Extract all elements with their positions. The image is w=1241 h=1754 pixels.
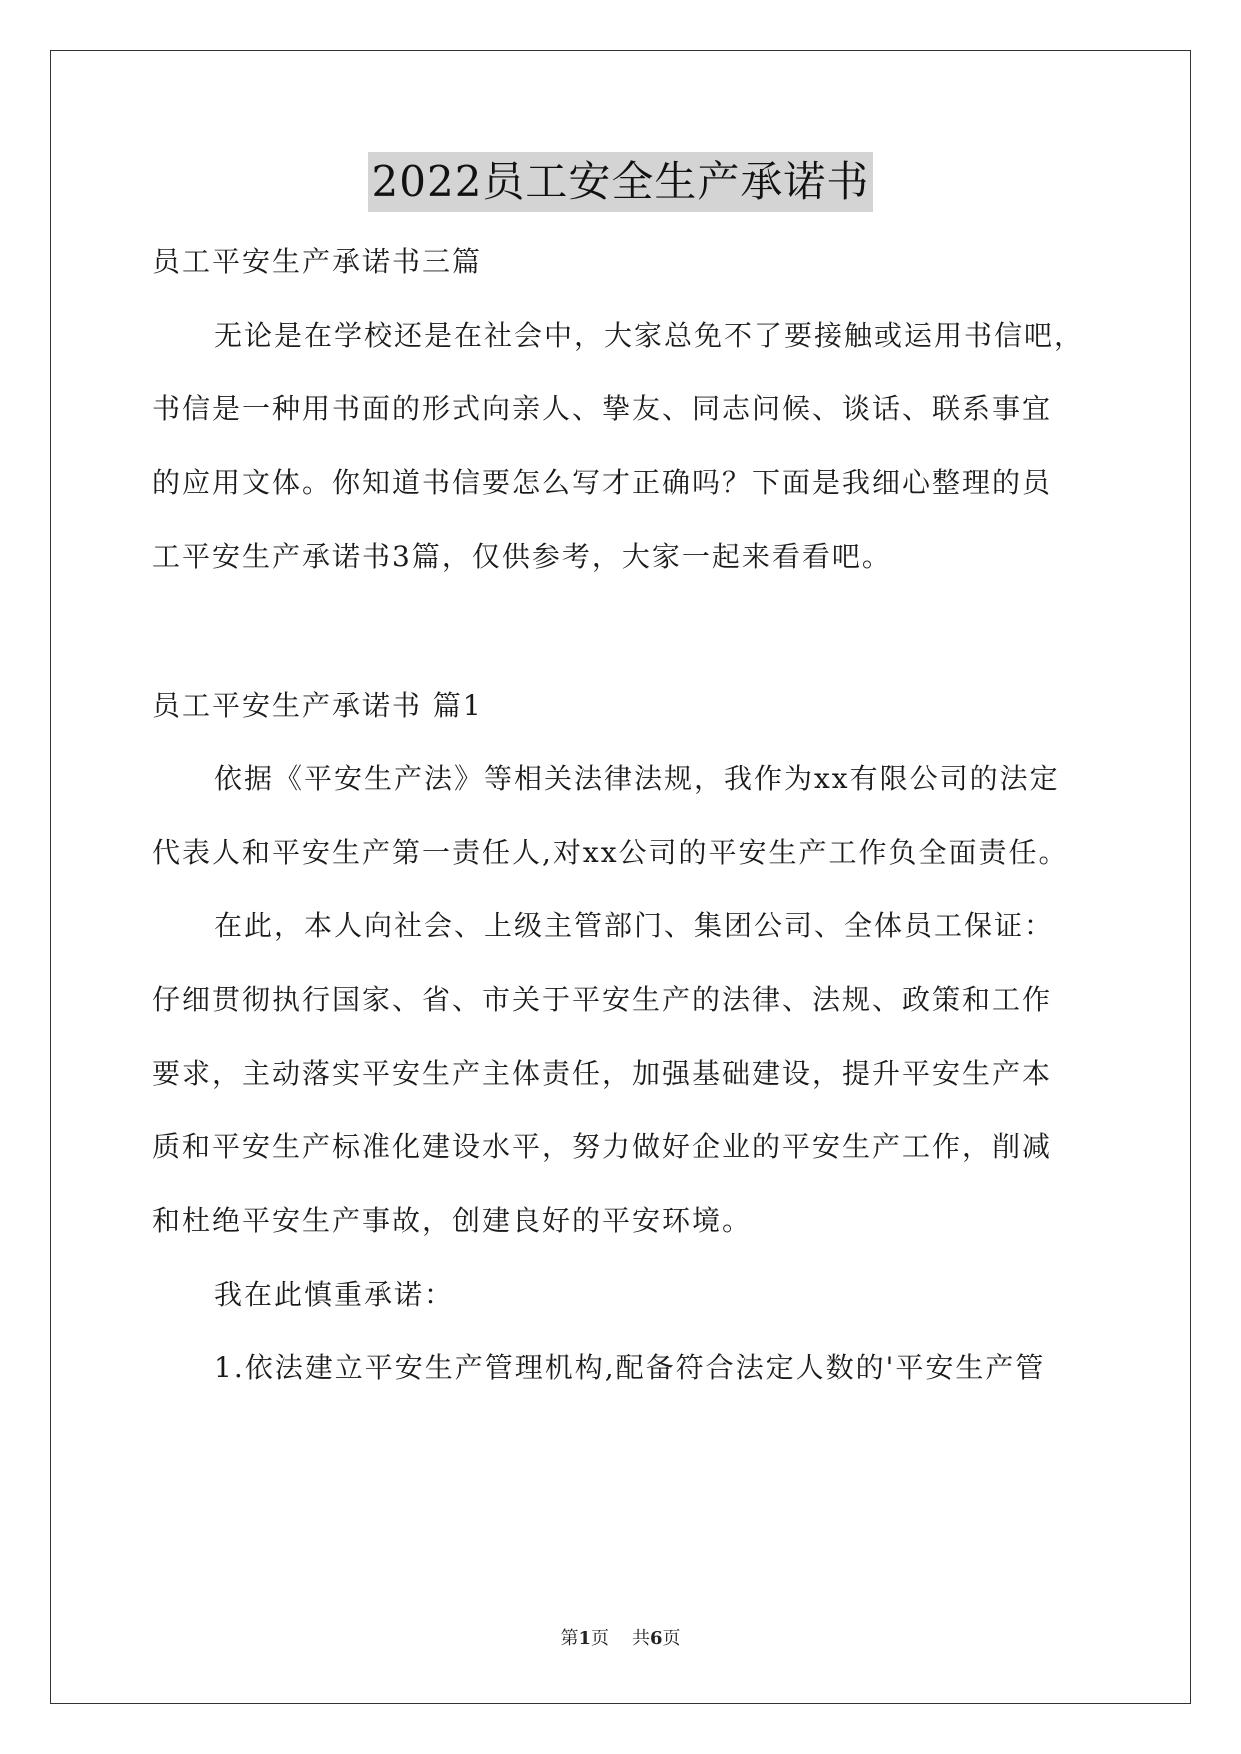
footer-page-prefix: 第	[560, 1628, 579, 1649]
footer-total-prefix: 共	[631, 1628, 650, 1649]
paragraph-line: 的应用文体。你知道书信要怎么写才正确吗？下面是我细心整理的员	[152, 466, 1053, 499]
paragraph-line: 工平安生产承诺书3篇，仅供参考，大家一起来看看吧。	[152, 540, 892, 573]
paragraph-line: 无论是在学校还是在社会中，大家总免不了要接触或运用书信吧，	[214, 319, 1085, 352]
paragraph-line: 我在此慎重承诺：	[214, 1278, 455, 1311]
paragraph-line: 要求，主动落实平安生产主体责任，加强基础建设，提升平安生产本	[152, 1057, 1053, 1090]
paragraph-line: 1.依法建立平安生产管理机构,配备符合法定人数的'平安生产管	[214, 1351, 1046, 1384]
paragraph-line: 书信是一种用书面的形式向亲人、挚友、同志问候、谈话、联系事宜	[152, 392, 1053, 425]
footer-current-page: 1	[578, 1628, 592, 1649]
footer-total-unit: 页	[662, 1628, 681, 1649]
title-wrap	[0, 152, 1241, 212]
paragraph-line: 仔细贯彻执行国家、省、市关于平安生产的法律、法规、政策和工作	[152, 983, 1053, 1016]
paragraph-line: 代表人和平安生产第一责任人,对xx公司的平安生产工作负全面责任。	[152, 836, 1069, 869]
footer-page-unit: 页	[591, 1628, 610, 1649]
footer-total-pages: 6	[649, 1628, 663, 1649]
paragraph-line: 在此，本人向社会、上级主管部门、集团公司、全体员工保证：	[214, 909, 1055, 942]
section-heading-intro: 员工平安生产承诺书三篇	[152, 245, 483, 278]
paragraph-line: 质和平安生产标准化建设水平，努力做好企业的平安生产工作，削减	[152, 1130, 1053, 1163]
document-title: 2022员工安全生产承诺书	[368, 152, 874, 212]
page-footer	[0, 1627, 1241, 1651]
paragraph-line: 依据《平安生产法》等相关法律法规，我作为xx有限公司的法定	[214, 762, 1060, 795]
page-border	[50, 50, 1191, 1704]
section-heading-part-1: 员工平安生产承诺书 篇1	[152, 689, 483, 722]
paragraph-line: 和杜绝平安生产事故，创建良好的平安环境。	[152, 1204, 753, 1237]
